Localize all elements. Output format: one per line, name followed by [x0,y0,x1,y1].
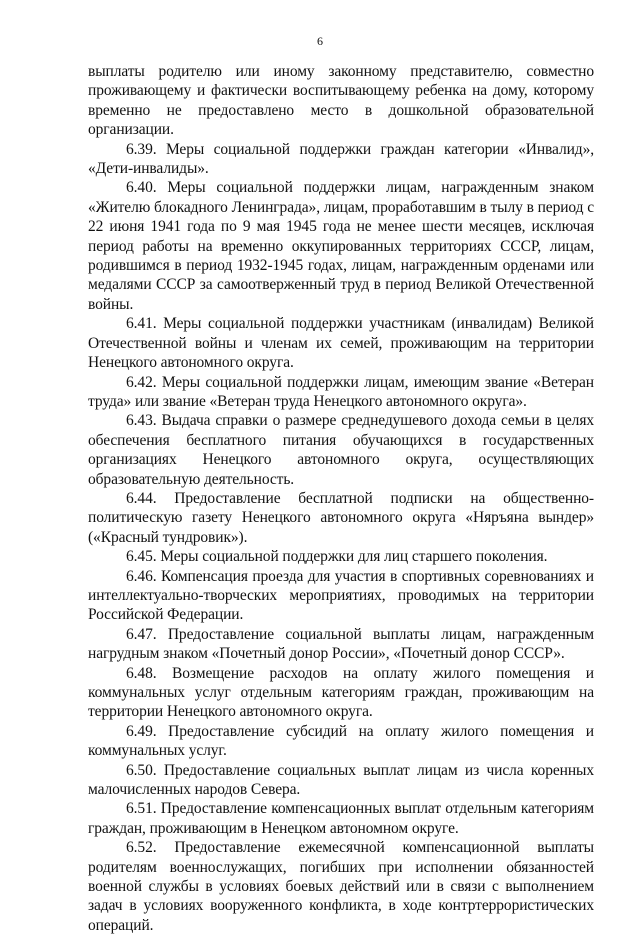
paragraph-6-42: 6.42. Меры социальной поддержки лицам, имеющим звание «Ветеран труда» или звание «Ветеран труда Ненецкого автономного округа». [88,373,594,410]
paragraph-6-49: 6.49. Предоставление субсидий на оплату жилого помещения и коммунальных услуг. [88,722,594,760]
paragraph-6-48: 6.48. Возмещение расходов на оплату жилого помещения и коммунальных услуг отдельным категориям граждан, проживающим на территории Ненецкого автономного округа. [88,664,594,721]
paragraph-6-44: 6.44. Предоставление бесплатной подписки на общественно-политическую газету Ненецкого автономного округа «Няръяна вындер» («Красный тундровик»). [88,489,594,546]
paragraph-6-40: 6.40. Меры социальной поддержки лицам, награжденным знаком «Жителю блокадного Ленинграда», лицам, проработавшим в тылу в период с 22 июня 1941 года по 9 мая 1945 года не менее шести месяцев, исключая период работы на временно оккупированных территориях СССР, лицам, родившимся в период 1932-1945 годах, лицам, награжденным орденами или медалями СССР за самоотверженный труд в период Великой Отечественной войны. [88,179,594,313]
document-body [88,62,594,935]
paragraph-6-51: 6.51. Предоставление компенсационных выплат отдельным категориям граждан, проживающим в Ненецком автономном округе. [88,800,594,837]
page-number: 6 [317,34,323,48]
paragraph-6-52: 6.52. Предоставление ежемесячной компенсационной выплаты родителям военнослужащих, погибших при исполнении обязанностей военной службы в условиях боевых действий или в связи с выполнением задач в условиях вооруженного конфликта, в ходе контртеррористических операций. [88,839,594,934]
paragraph-6-45: 6.45. Меры социальной поддержки для лиц старшего поколения. [126,548,548,566]
paragraph-6-47: 6.47. Предоставление социальной выплаты лицам, награжденным нагрудным знаком «Почетный донор России», «Почетный донор СССР». [88,625,594,663]
paragraph-6-39: 6.39. Меры социальной поддержки граждан категории «Инвалид», «Дети-инвалиды». [88,140,594,178]
paragraph-6-50: 6.50. Предоставление социальных выплат лицам из числа коренных малочисленных народов Севера. [88,761,594,799]
paragraph-continuation: выплаты родителю или иному законному представителю, совместно проживающему и фактически воспитывающему ребенка на дому, которому временно не предоставлено место в дошкольной образовательной организации. [88,63,594,139]
paragraph-6-43: 6.43. Выдача справки о размере среднедушевого дохода семьи в целях обеспечения бесплатного питания обучающихся в государственных организациях Ненецкого автономного округа, осуществляющих образовательную деятельность. [88,412,594,488]
paragraph-6-41: 6.41. Меры социальной поддержки участникам (инвалидам) Великой Отечественной войны и членам их семей, проживающим на территории Ненецкого автономного округа. [88,315,594,372]
paragraph-6-46: 6.46. Компенсация проезда для участия в спортивных соревнованиях и интеллектуально-творческих мероприятиях, проводимых на территории Российской Федерации. [88,567,594,624]
